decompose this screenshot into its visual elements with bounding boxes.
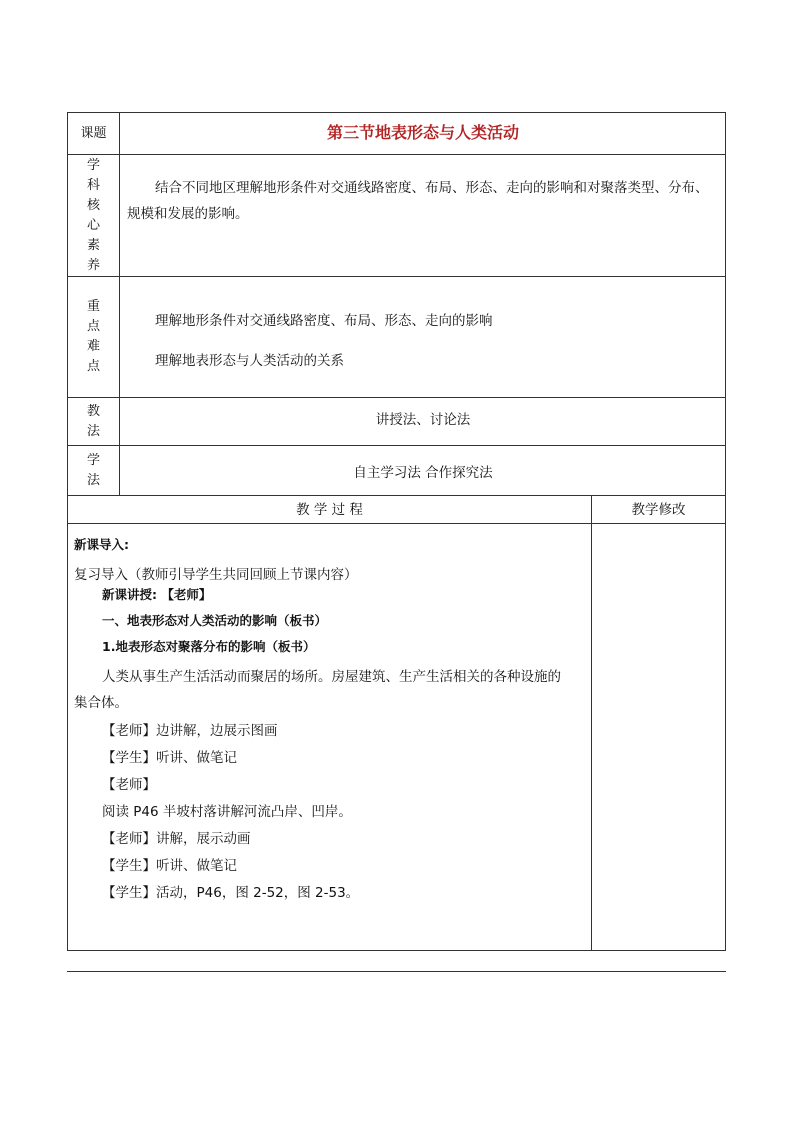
- label-char: 科: [86, 177, 100, 193]
- lesson-plan-table: [67, 112, 726, 951]
- key-points-row: [68, 277, 725, 398]
- literacy-content-cell: [121, 155, 725, 276]
- teaching-method-content-cell: [121, 398, 725, 445]
- label-char: 学: [86, 452, 100, 468]
- label-char: 素: [86, 237, 100, 253]
- process-line: 一、地表形态对人类活动的影响（板书）: [102, 613, 328, 628]
- process-line: 【老师】: [102, 777, 156, 793]
- process-header-row: [68, 496, 725, 524]
- process-line: 人类从事生产生活活动而聚居的场所。房屋建筑、生产生活相关的各种设施的: [102, 669, 561, 685]
- key-points-label-cell: [68, 277, 120, 397]
- topic-label: 课题: [80, 125, 107, 141]
- process-line: 【老师】边讲解，边展示图画: [102, 723, 278, 739]
- learning-method-row: [68, 446, 725, 496]
- learning-method-content-cell: [121, 446, 725, 495]
- section-heading: 新课导入:: [74, 537, 129, 552]
- process-line: 【老师】讲解，展示动画: [102, 831, 251, 847]
- topic-label-cell: [68, 113, 120, 154]
- label-char: 难: [86, 339, 100, 354]
- learning-method-label-cell: [68, 446, 120, 495]
- label-char: 学: [86, 157, 100, 173]
- process-line: 阅读 P46 半坡村落讲解河流凸岸、凹岸。: [102, 804, 352, 820]
- label-char: 养: [86, 257, 100, 273]
- process-line: 集合体。: [74, 695, 128, 711]
- teaching-method-label-cell: [68, 398, 120, 445]
- process-line: 新课讲授: 【老师】: [102, 587, 212, 602]
- process-line: 【学生】听讲、做笔记: [102, 858, 237, 874]
- teaching-method-text: 讲授法、讨论法: [375, 412, 471, 428]
- process-header-left: 教 学 过 程: [296, 502, 363, 518]
- page-title: 第三节地表形态与人类活动: [326, 123, 519, 142]
- learning-method-text: 自主学习法 合作探究法: [353, 465, 493, 481]
- process-line: 【学生】活动，P46，图 2-52，图 2-53。: [102, 885, 360, 901]
- process-line: 【学生】听讲、做笔记: [102, 750, 237, 766]
- process-line: 复习导入（教师引导学生共同回顾上节课内容）: [74, 567, 358, 583]
- label-char: 核: [86, 197, 100, 213]
- process-line: 1.地表形态对聚落分布的影响（板书）: [102, 639, 316, 654]
- label-char: 心: [86, 217, 100, 233]
- label-char: 点: [86, 359, 100, 374]
- key-point-line: 理解地表形态与人类活动的关系: [155, 353, 344, 369]
- teaching-method-row: [68, 398, 725, 446]
- label-char: 点: [86, 319, 100, 334]
- footer-divider: [67, 971, 726, 972]
- label-char: 重: [86, 299, 100, 314]
- label-char: 法: [86, 472, 100, 488]
- topic-title-cell: [121, 113, 725, 154]
- key-point-line: 理解地形条件对交通线路密度、布局、形态、走向的影响: [155, 313, 493, 329]
- topic-row: [68, 113, 725, 155]
- label-char: 教: [86, 403, 100, 419]
- key-points-content-cell: [121, 277, 725, 397]
- literacy-label-cell: [68, 155, 120, 276]
- literacy-row: [68, 155, 725, 277]
- column-divider: [591, 496, 592, 950]
- process-header-right: 教学修改: [631, 502, 686, 518]
- label-char: 法: [86, 423, 100, 439]
- literacy-text: 结合不同地区理解地形条件对交通线路密度、布局、形态、走向的影响和对聚落类型、分布、规模和发展的影响。: [127, 180, 709, 222]
